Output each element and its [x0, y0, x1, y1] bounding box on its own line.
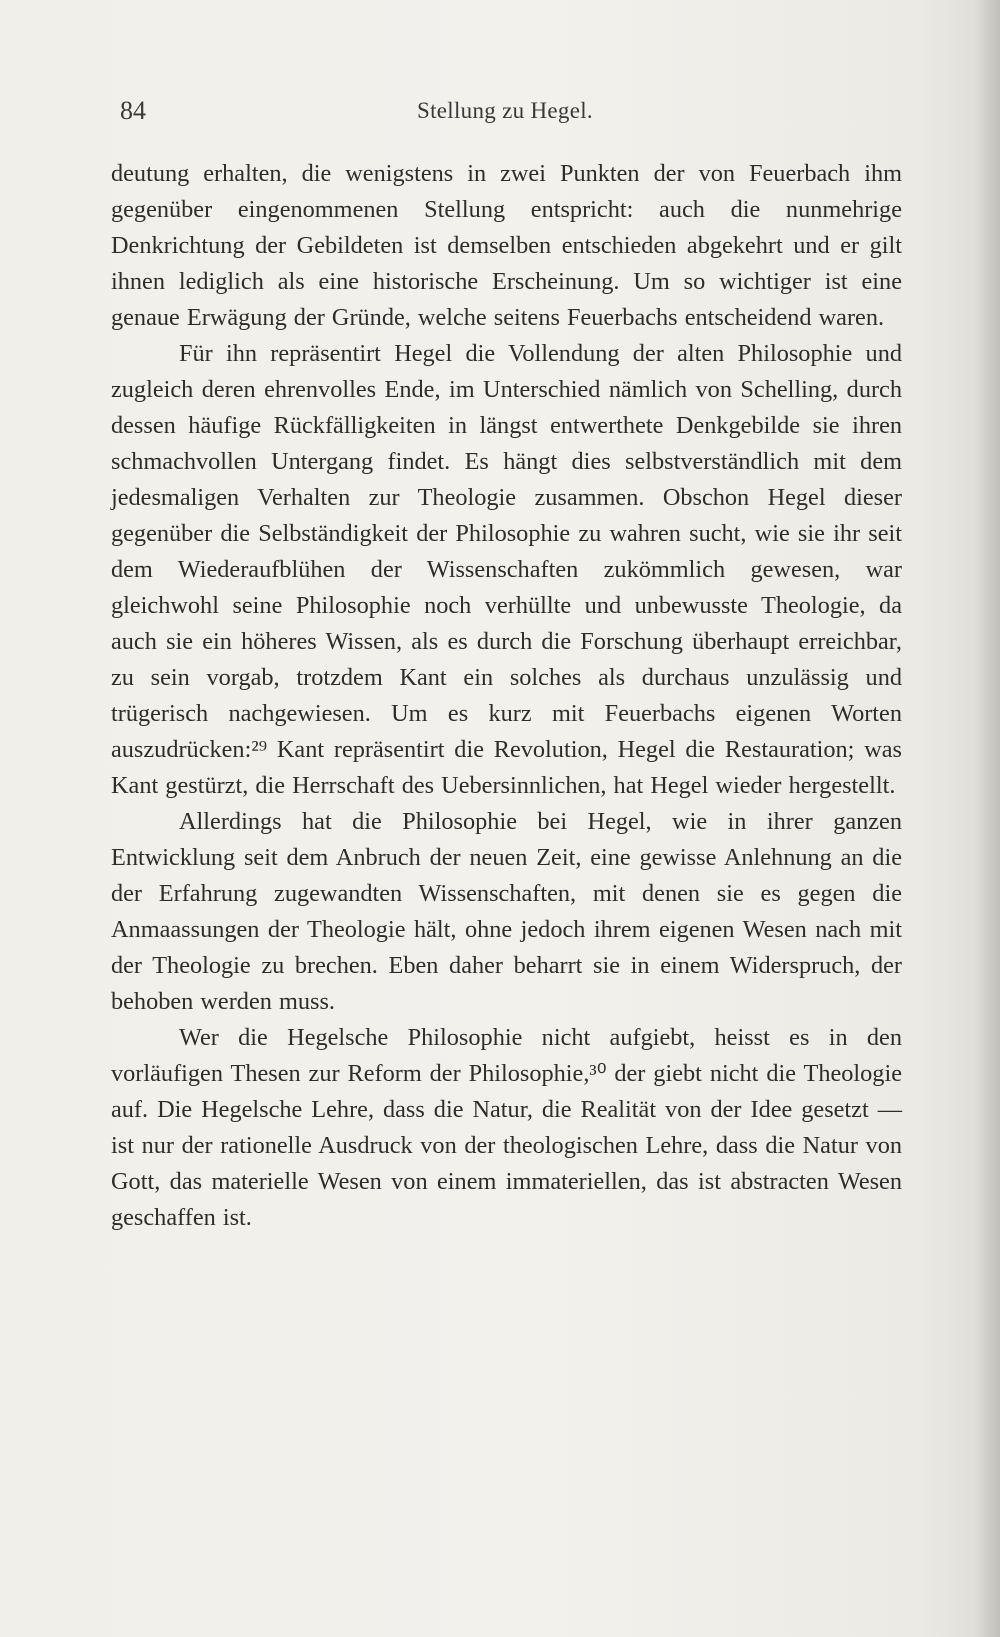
page-header	[108, 92, 902, 132]
paragraph-2: Für ihn repräsentirt Hegel die Vollendung der alten Philosophie und zugleich deren ehrenvolles Ende, im Unterschied nämlich von Schelling, durch dessen häufige Rückfälligkeiten in längst entwerthete Denkgebilde sie ihren schmachvollen Untergang findet. Es hängt dies selbstverständlich mit dem jedesmaligen Verhalten zur Theologie zusammen. Obschon Hegel dieser gegenüber die Selbständigkeit der Philosophie zu wahren sucht, wie sie ihr seit dem Wiederaufblühen der Wissenschaften zukömmlich gewesen, war gleichwohl seine Philosophie noch verhüllte und unbewusste Theologie, da auch sie ein höheres Wissen, als es durch die Forschung überhaupt erreichbar, zu sein vorgab, trotzdem Kant ein solches als durchaus unzulässig und trügerisch nachgewiesen. Um es kurz mit Feuerbachs eigenen Worten auszudrücken:²⁹ Kant repräsentirt die Revolution, Hegel die Restauration; was Kant gestürzt, die Herrschaft des Uebersinnlichen, hat Hegel wieder hergestellt.	[111, 340, 902, 799]
page-number: 84	[120, 96, 146, 125]
page-edge-shadow	[974, 0, 1000, 1637]
paragraph-4: Wer die Hegelsche Philosophie nicht aufgiebt, heisst es in den vorläufigen Thesen zur Reform der Philosophie,³⁰ der giebt nicht die Theologie auf. Die Hegelsche Lehre, dass die Natur, die Realität von der Idee gesetzt — ist nur der rationelle Ausdruck von der theologischen Lehre, dass die Natur von Gott, das materielle Wesen von einem immateriellen, das ist abstracten Wesen geschaffen ist.	[111, 1024, 902, 1231]
paragraph-1: deutung erhalten, die wenigstens in zwei Punkten der von Feuerbach ihm gegenüber eingenommenen Stellung entspricht: auch die nunmehrige Denkrichtung der Gebildeten ist demselben entschieden abgekehrt und er gilt ihnen lediglich als eine historische Erscheinung. Um so wichtiger ist eine genaue Erwägung der Gründe, welche seitens Feuerbachs entscheidend waren.	[111, 160, 902, 331]
body-text	[111, 156, 902, 1236]
running-head: Stellung zu Hegel.	[417, 98, 593, 123]
paragraph-3: Allerdings hat die Philosophie bei Hegel, wie in ihrer ganzen Entwicklung seit dem Anbruch der neuen Zeit, eine gewisse Anlehnung an die der Erfahrung zugewandten Wissenschaften, mit denen sie es gegen die Anmaassungen der Theologie hält, ohne jedoch ihrem eigenen Wesen nach mit der Theologie zu brechen. Eben daher beharrt sie in einem Widerspruch, der behoben werden muss.	[111, 808, 902, 1015]
